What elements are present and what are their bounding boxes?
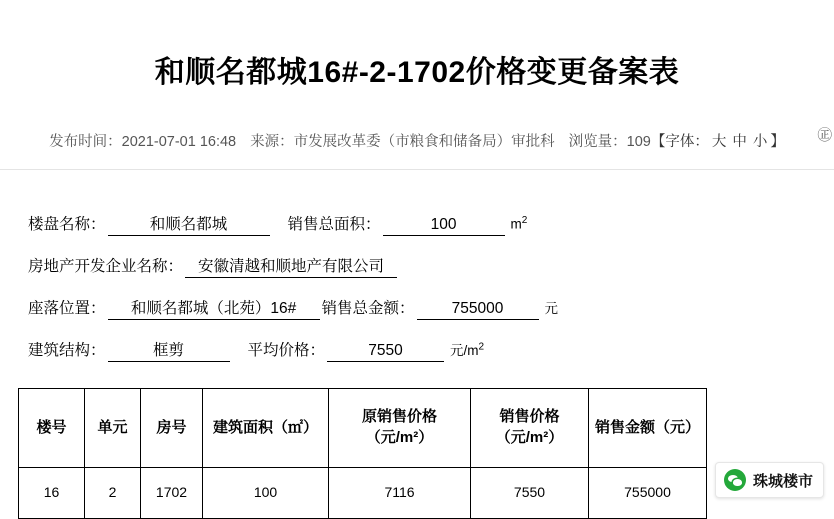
total-amount-value: 755000 <box>417 300 539 320</box>
total-area-label: 销售总面积： <box>287 215 381 233</box>
fontsize-prefix: 【字体： <box>650 133 709 150</box>
average-price-value: 7550 <box>327 342 444 362</box>
table-header-cell: 销售金额（元） <box>589 388 707 467</box>
total-amount-unit: 元 <box>544 300 559 316</box>
page-title: 和顺名都城16#-2-1702价格变更备案表 <box>154 56 680 90</box>
fontsize-small-link[interactable]: 小 <box>752 133 768 150</box>
average-price-label: 平均价格： <box>247 341 326 359</box>
location-value: 和顺名都城（北苑）16# <box>108 296 320 320</box>
table-cell: 1702 <box>141 467 203 518</box>
table-cell: 16 <box>19 467 85 518</box>
developer-label: 房地产开发企业名称： <box>28 257 184 275</box>
pricing-table <box>18 388 707 519</box>
document-page <box>0 20 834 518</box>
wechat-icon <box>724 469 746 491</box>
form-area <box>0 170 834 519</box>
publish-time-label: 发布时间： <box>49 133 122 150</box>
table-header-cell: 单元 <box>85 388 141 467</box>
form-row-project <box>0 212 834 236</box>
total-amount-label: 销售总金额： <box>321 299 415 317</box>
publish-time-value: 2021-07-01 16:48 <box>121 133 237 150</box>
fontsize-large-link[interactable]: 大 <box>711 133 727 150</box>
wechat-account-name: 珠城楼市 <box>752 472 813 490</box>
project-name-label: 楼盘名称： <box>28 215 106 233</box>
structure-value: 框剪 <box>108 338 230 362</box>
table-cell: 100 <box>203 467 329 518</box>
form-row-structure <box>0 338 834 362</box>
clipped-edge-char: ㊣ <box>817 128 832 145</box>
form-row-developer <box>0 254 834 278</box>
location-label: 座落位置： <box>28 299 106 317</box>
table-cell: 2 <box>85 467 141 518</box>
table-row <box>19 467 707 518</box>
table-header-cell: 建筑面积（㎡） <box>203 388 329 467</box>
table-cell: 7550 <box>471 467 589 518</box>
structure-label: 建筑结构： <box>28 341 106 359</box>
fontsize-medium-link[interactable]: 中 <box>732 133 747 150</box>
average-price-unit: 元$/m^2$ <box>450 341 485 358</box>
table-cell: 7116 <box>329 467 471 518</box>
table-header-cell: 原销售价格（元/m²） <box>329 388 471 467</box>
source-value: 市发展改革委（市粮食和储备局）审批科 <box>293 133 555 150</box>
project-name-value: 和顺名都城 <box>108 212 270 236</box>
source-label: 来源： <box>250 133 294 150</box>
total-area-unit: $m^2$ <box>510 215 528 232</box>
table-header-row <box>19 388 707 467</box>
table-header-cell: 楼号 <box>19 388 85 467</box>
views-label: 浏览量： <box>568 133 627 150</box>
fontsize-suffix: 】 <box>770 133 785 150</box>
table-header-cell: 销售价格（元/m²） <box>471 388 589 467</box>
total-area-value: 100 <box>383 216 505 236</box>
form-row-location <box>0 296 834 320</box>
table-header-cell: 房号 <box>141 388 203 467</box>
wechat-account-badge[interactable] <box>715 462 824 498</box>
document-meta <box>0 130 834 169</box>
views-value: 109 <box>626 133 651 150</box>
developer-value: 安徽清越和顺地产有限公司 <box>185 254 397 278</box>
table-cell: 755000 <box>589 467 707 518</box>
